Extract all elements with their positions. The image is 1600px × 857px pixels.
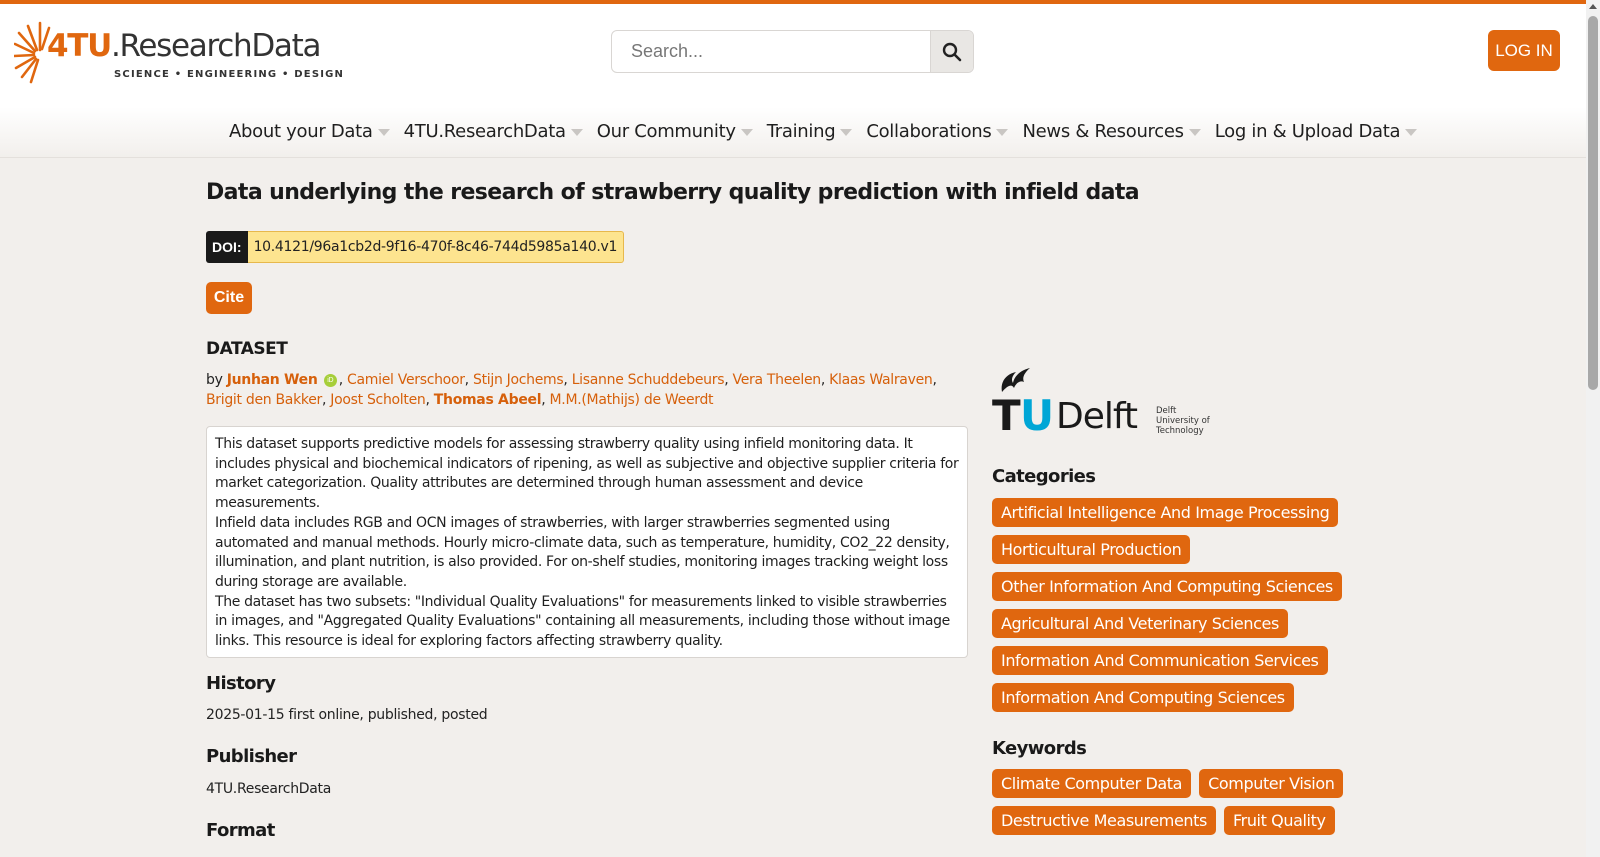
logo-tagline: SCIENCE • ENGINEERING • DESIGN — [114, 69, 345, 80]
logo-wordmark: 4TU.ResearchData — [47, 28, 321, 64]
categories-heading: Categories — [992, 466, 1096, 487]
tu-delft-subtitle: Delft University of Technology — [1156, 406, 1210, 436]
by-label: by — [206, 372, 223, 388]
nav-item-label: Training — [766, 121, 836, 142]
author-link[interactable]: Klaas Walraven — [829, 372, 933, 388]
doi-label: DOI: — [206, 231, 248, 263]
tu-delft-logo[interactable] — [992, 372, 1222, 438]
author-link[interactable]: Lisanne Schuddebeurs — [571, 372, 725, 388]
page-title: Data underlying the research of strawberry quality prediction with infield data — [206, 180, 1140, 205]
nav-item-label: Our Community — [596, 121, 736, 142]
category-tag[interactable]: Agricultural And Veterinary Sciences — [992, 609, 1288, 638]
history-heading: History — [206, 673, 276, 694]
nav-item-news-resources[interactable] — [1022, 121, 1200, 142]
author-link[interactable]: Stijn Jochems — [472, 372, 564, 388]
chevron-down-icon — [996, 129, 1008, 136]
description-paragraph: This dataset supports predictive models for assessing strawberry quality using infield monitoring data. It includes physical and biochemical indicators of ripening, as well as subjective and objective supplier criteria for market categorization. Quality attributes are determined through human assessment and device measurements. — [215, 436, 959, 512]
scrollbar[interactable] — [1586, 0, 1600, 857]
search-box — [611, 30, 974, 73]
tu-delft-flame-icon — [996, 364, 1036, 394]
nav-item-label: 4TU.ResearchData — [403, 121, 566, 142]
orcid-icon[interactable]: iD — [324, 374, 337, 387]
category-tag[interactable]: Horticultural Production — [992, 535, 1190, 564]
category-tag[interactable]: Artificial Intelligence And Image Processing — [992, 498, 1338, 527]
item-type-label: DATASET — [206, 339, 288, 359]
keyword-tag[interactable]: Fruit Quality — [1224, 806, 1335, 835]
keyword-tag[interactable]: Climate Computer Data — [992, 769, 1191, 798]
chevron-down-icon — [840, 129, 852, 136]
svg-text:U: U — [1020, 392, 1055, 440]
nav-item-log-in-upload-data[interactable] — [1215, 121, 1418, 142]
author-link[interactable]: Thomas Abeel — [433, 392, 542, 408]
description-paragraph: Infield data includes RGB and OCN images of strawberries, with larger strawberries segmented using automated and manual methods. Hourly micro-climate data, such as temperature, humidity, CO2_22 density, illumination, and plant nutrition, is also provided. For on-shelf studies, monitoring images tracking weight loss during storage are available. — [215, 514, 950, 590]
chevron-down-icon — [1189, 129, 1201, 136]
category-tag[interactable]: Information And Communication Services — [992, 646, 1328, 675]
author-link[interactable]: Camiel Verschoor — [347, 372, 465, 388]
cite-button[interactable]: Cite — [206, 282, 252, 314]
keyword-tag[interactable]: Computer Vision — [1199, 769, 1343, 798]
search-input[interactable] — [612, 31, 932, 72]
login-button[interactable]: LOG IN — [1488, 30, 1560, 71]
svg-text:T: T — [992, 392, 1021, 440]
author-link[interactable]: Junhan Wen — [226, 372, 318, 388]
search-button[interactable] — [930, 31, 973, 72]
author-link[interactable]: Brigit den Bakker — [206, 392, 322, 408]
keywords-heading: Keywords — [992, 738, 1087, 759]
format-heading: Format — [206, 820, 275, 841]
search-icon — [942, 42, 962, 62]
keyword-tag[interactable]: Destructive Measurements — [992, 806, 1216, 835]
chevron-down-icon — [571, 129, 583, 136]
author-link[interactable]: Joost Scholten — [330, 392, 426, 408]
nav-item-training[interactable] — [767, 121, 853, 142]
author-link[interactable]: Vera Theelen — [732, 372, 821, 388]
chevron-down-icon — [1405, 129, 1417, 136]
nav-item-4tu-researchdata[interactable] — [404, 121, 583, 142]
category-tag[interactable]: Information And Computing Sciences — [992, 683, 1294, 712]
doi-badge — [206, 231, 624, 263]
history-value: 2025-01-15 first online, published, posted — [206, 707, 488, 723]
author-link[interactable]: M.M.(Mathijs) de Weerdt — [549, 392, 714, 408]
nav-item-our-community[interactable] — [597, 121, 753, 142]
nav-item-label: About your Data — [229, 121, 373, 142]
description-paragraph: The dataset has two subsets: "Individual Quality Evaluations" for measurements linked to visible strawberries in images, and "Aggregated Quality Evaluations" containing all measurements, including those without image links. This resource is ideal for exploring factors affecting strawberry quality. — [215, 593, 950, 650]
nav-item-label: Collaborations — [866, 121, 992, 142]
site-logo[interactable] — [14, 18, 345, 86]
nav-item-label: News & Resources — [1022, 121, 1184, 142]
publisher-heading: Publisher — [206, 746, 297, 767]
category-tag[interactable]: Other Information And Computing Sciences — [992, 572, 1342, 601]
chevron-down-icon — [378, 129, 390, 136]
chevron-down-icon — [741, 129, 753, 136]
nav-item-collaborations[interactable] — [866, 121, 1008, 142]
nav-item-about-your-data[interactable] — [229, 121, 390, 142]
author-list: by Junhan Wen iD , Camiel Verschoor, Stijn Jochems, Lisanne Schuddebeurs, Vera Theelen, Klaas Walraven, Brigit den Bakker, Joost Scholten, Thomas Abeel, M.M.(Mathijs) de Weerdt — [206, 372, 937, 408]
categories-list — [992, 498, 1342, 720]
main-navigation — [0, 107, 1586, 157]
keywords-list — [992, 769, 1351, 843]
svg-text:Delft: Delft — [1056, 396, 1138, 437]
nav-item-label: Log in & Upload Data — [1214, 121, 1401, 142]
publisher-value: 4TU.ResearchData — [206, 781, 332, 797]
doi-link[interactable]: 10.4121/96a1cb2d-9f16-470f-8c46-744d5985a140.v1 — [248, 231, 625, 263]
scroll-up-arrow-icon[interactable] — [1589, 4, 1597, 9]
dataset-description — [206, 426, 968, 658]
scrollbar-thumb[interactable] — [1588, 16, 1598, 390]
